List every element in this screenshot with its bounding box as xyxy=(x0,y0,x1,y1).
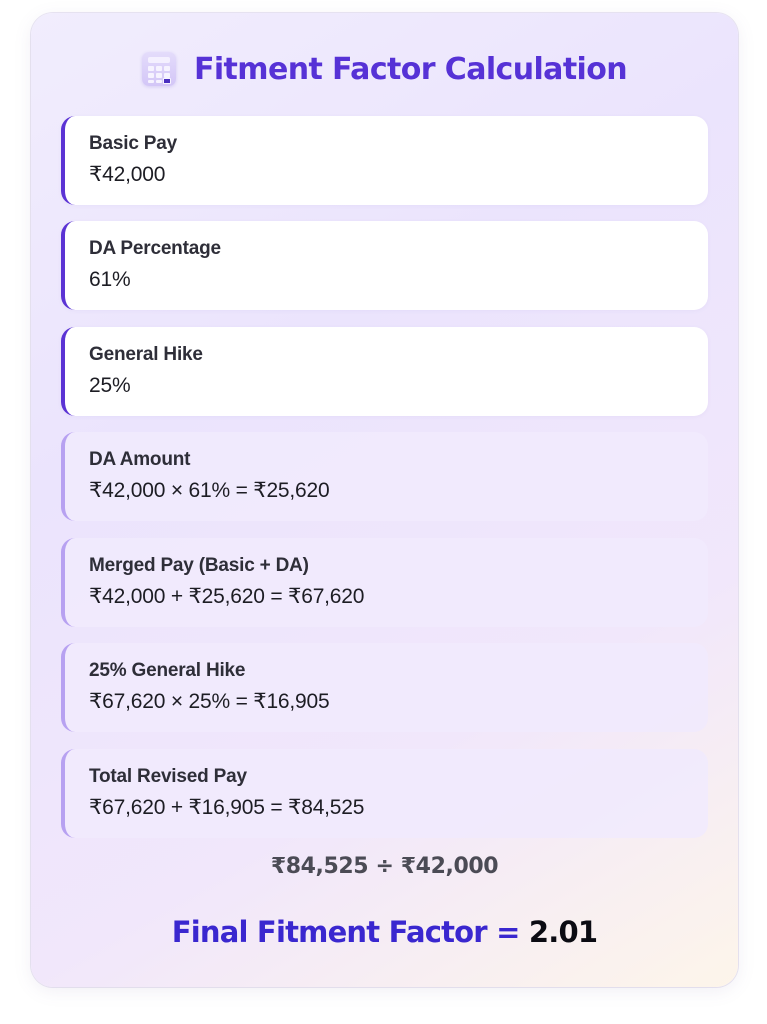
general-hike-value: 25% xyxy=(89,374,131,397)
general-hike-amount-formula: ₹67,620 × 25% = ₹16,905 xyxy=(89,690,330,713)
basic-pay-label: Basic Pay xyxy=(89,133,177,154)
page-title: Fitment Factor Calculation xyxy=(193,51,628,87)
calculator-icon xyxy=(142,52,176,86)
merged-pay-label: Merged Pay (Basic + DA) xyxy=(89,555,309,576)
final-fitment-factor xyxy=(31,915,738,949)
final-fitment-label: Final Fitment Factor = xyxy=(171,915,520,949)
da-amount-card xyxy=(61,432,708,521)
general-hike-amount-label: 25% General Hike xyxy=(89,660,246,681)
total-revised-pay-formula: ₹67,620 + ₹16,905 = ₹84,525 xyxy=(89,796,365,819)
general-hike-amount-card xyxy=(61,643,708,732)
panel-header xyxy=(31,49,738,89)
da-amount-formula: ₹42,000 × 61% = ₹25,620 xyxy=(89,479,330,502)
basic-pay-value: ₹42,000 xyxy=(89,163,166,186)
final-fitment-value: 2.01 xyxy=(528,915,598,949)
division-formula: ₹84,525 ÷ ₹42,000 xyxy=(270,854,499,879)
da-percentage-label: DA Percentage xyxy=(89,238,221,259)
total-revised-pay-card xyxy=(61,749,708,838)
basic-pay-card xyxy=(61,116,708,205)
da-percentage-value: 61% xyxy=(89,268,131,291)
general-hike-label: General Hike xyxy=(89,344,203,365)
general-hike-card xyxy=(61,327,708,416)
da-amount-label: DA Amount xyxy=(89,449,191,470)
fitment-calculation-panel xyxy=(31,13,738,987)
merged-pay-formula: ₹42,000 + ₹25,620 = ₹67,620 xyxy=(89,585,365,608)
total-revised-pay-label: Total Revised Pay xyxy=(89,766,247,787)
merged-pay-card xyxy=(61,538,708,627)
da-percentage-card xyxy=(61,221,708,310)
